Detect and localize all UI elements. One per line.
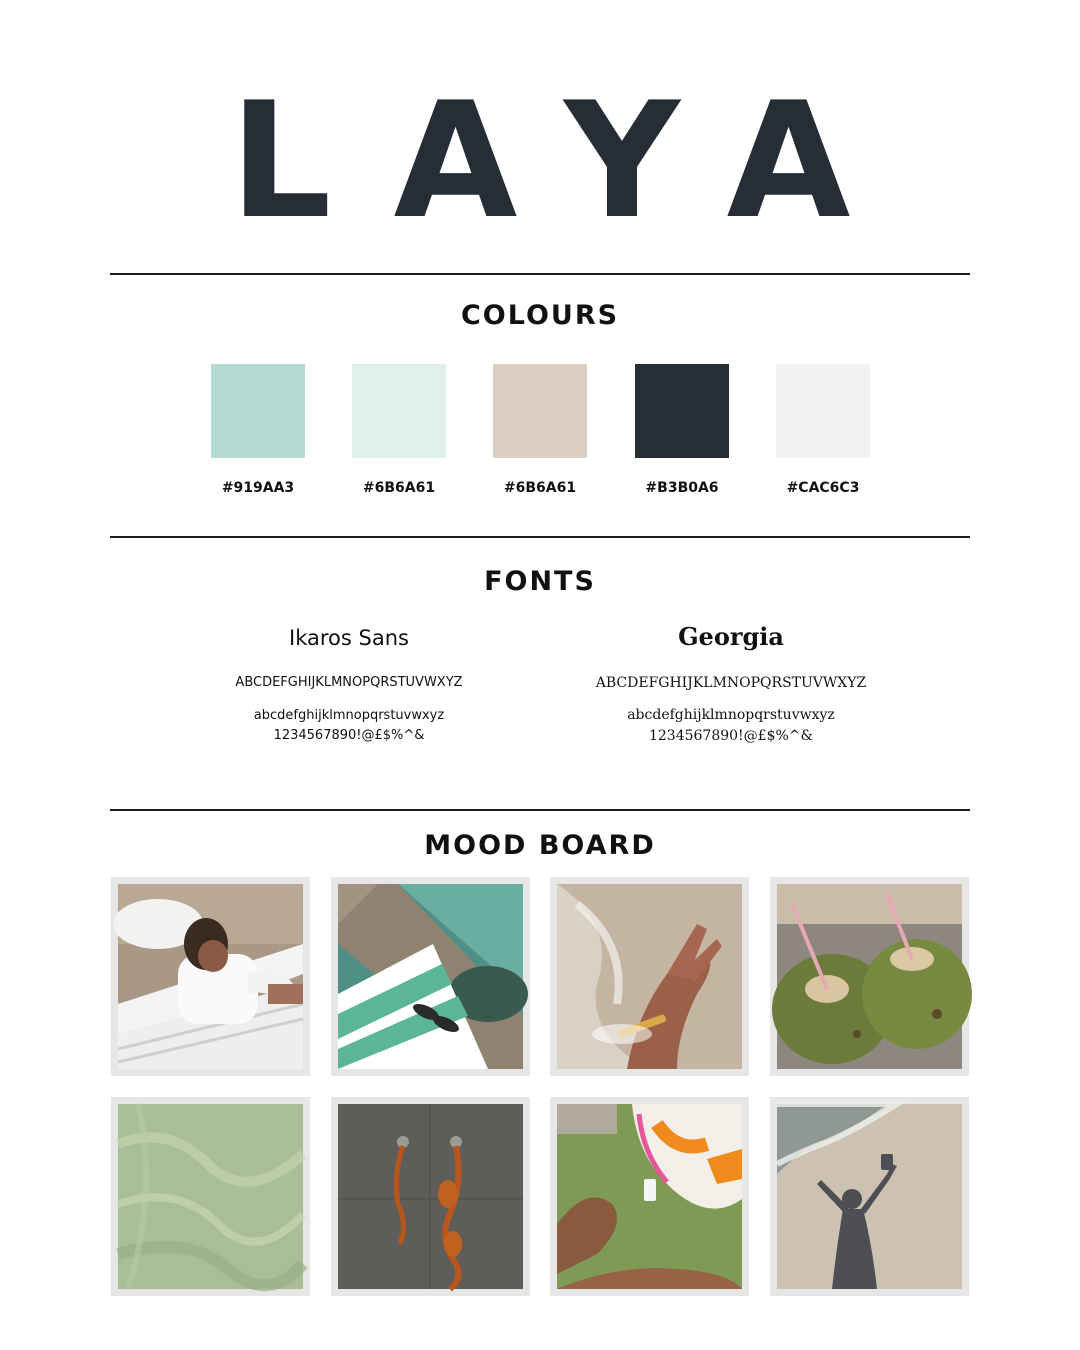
font-name: Georgia (678, 622, 784, 651)
colour-swatch-3 (493, 364, 587, 458)
colour-swatch-4 (635, 364, 729, 458)
mood-photo-bikini-hooks (331, 1097, 530, 1296)
colour-label-3: #6B6A61 (503, 480, 577, 496)
font-uppercase: ABCDEFGHIJKLMNOPQRSTUVWXYZ (235, 675, 463, 690)
font-specimen-secondary (521, 622, 941, 747)
svg-text:LAYA: LAYA (229, 67, 913, 254)
font-name: Ikaros Sans (289, 626, 409, 650)
colour-swatch-5 (776, 364, 870, 458)
font-lowercase: abcdefghijklmnopqrstuvwxyz (253, 708, 445, 723)
mood-photo-hand-water (550, 877, 749, 1076)
mood-photo-coconuts (770, 877, 969, 1076)
mood-photo-towel-tote (550, 1097, 749, 1296)
colour-swatch-2 (352, 364, 446, 458)
font-specimen-primary (139, 622, 559, 746)
colour-label-5: #CAC6C3 (786, 480, 860, 496)
divider (110, 809, 970, 811)
divider (110, 536, 970, 538)
colours-title: COLOURS (460, 300, 620, 331)
colour-swatch-1 (211, 364, 305, 458)
colour-label-4: #B3B0A6 (645, 480, 719, 496)
divider (110, 273, 970, 275)
mood-photo-beach-chair (111, 877, 310, 1076)
font-lowercase: abcdefghijklmnopqrstuvwxyz (627, 707, 835, 723)
mood-board-title: MOOD BOARD (424, 830, 656, 861)
colour-label-1: #919AA3 (221, 480, 295, 496)
font-numbers: 1234567890!@£$%^& (273, 728, 425, 743)
fonts-title: FONTS (484, 566, 596, 597)
colour-label-2: #6B6A61 (362, 480, 436, 496)
brand-logo-lettering (229, 67, 913, 254)
mood-photo-pool-towel (331, 877, 530, 1076)
brand-logo (0, 67, 1080, 254)
mood-photo-shadow-sand (770, 1097, 969, 1296)
font-uppercase: ABCDEFGHIJKLMNOPQRSTUVWXYZ (595, 675, 867, 691)
font-numbers: 1234567890!@£$%^& (648, 728, 813, 744)
mood-photo-clear-water (111, 1097, 310, 1296)
